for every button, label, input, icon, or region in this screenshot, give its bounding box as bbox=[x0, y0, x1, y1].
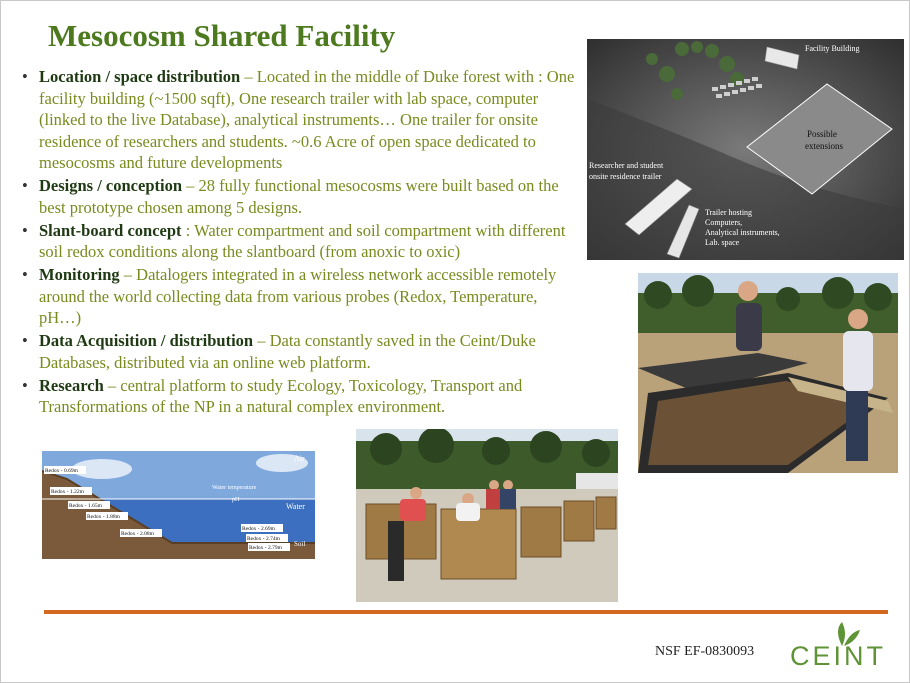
bullet-dot: • bbox=[22, 220, 28, 240]
researchers-tank-photo bbox=[638, 273, 898, 473]
bullet-slantboard: • Slant-board concept : Water compartment and soil compartment with different soil redox conditions along the slantboard (from anoxic to oxic) bbox=[22, 220, 566, 261]
ceint-logo bbox=[790, 620, 890, 672]
redox-label-4: Redox - 2.08m bbox=[121, 531, 154, 537]
bullet-data-acquisition: • Data Acquisition / distribution – Data constantly saved in the Ceint/Duke Databases, distributed via an online web platform. bbox=[22, 331, 536, 372]
facility-building-label: Facility Building bbox=[805, 44, 860, 53]
bullet-designs: • Designs / conception – 28 fully functional mesocosms were built based on the best prototype chosen among 5 designs. bbox=[22, 176, 559, 217]
redox-label-3: Redox - 1.88m bbox=[87, 514, 120, 520]
grant-number: NSF EF-0830093 bbox=[655, 644, 755, 659]
trailer-label-line4: Lab. space bbox=[705, 238, 740, 247]
redox-label-6: Redox - 2.74m bbox=[247, 536, 280, 542]
residence-label-line2: onsite residence trailer bbox=[589, 172, 662, 181]
extensions-label-line1: Possible bbox=[807, 129, 838, 139]
bullet-dot: • bbox=[22, 265, 28, 284]
aerial-site-image bbox=[587, 39, 904, 260]
water-label: Water bbox=[286, 502, 305, 511]
extensions-label-line2: extensions bbox=[805, 141, 843, 151]
air-label: Air bbox=[294, 454, 305, 463]
residence-label-line1: Researcher and student bbox=[589, 161, 664, 170]
bullet-dot: • bbox=[22, 375, 28, 395]
slide-title: Mesocosm Shared Facility bbox=[48, 18, 396, 53]
logo-wordmark: CEINT bbox=[790, 641, 886, 671]
redox-label-2: Redox - 1.65m bbox=[69, 503, 102, 509]
redox-label-1: Redox - 1.22m bbox=[51, 489, 84, 495]
trailer-label-line3: Analytical instruments, bbox=[705, 228, 780, 237]
redox-label-7: Redox - 2.79m bbox=[249, 545, 282, 551]
bullet-monitoring: • Monitoring – Datalogers integrated in a wireless network accessible remotely around the world collecting data from various probes (Redox, Temperature, pH…) bbox=[22, 265, 557, 327]
footer-rule bbox=[44, 610, 888, 614]
bullet-dot: • bbox=[22, 331, 28, 350]
bullet-dot: • bbox=[22, 67, 28, 86]
mesocosm-boxes-photo bbox=[356, 429, 618, 602]
bullet-research: • Research – central platform to study Ecology, Toxicology, Transport and Transformations of the NP in a natural complex environment. bbox=[22, 375, 523, 416]
bullet-dot: • bbox=[22, 176, 28, 195]
bullet-list bbox=[22, 66, 582, 419]
slantboard-diagram bbox=[42, 451, 315, 564]
trailer-label-line1: Trailer hosting bbox=[705, 208, 753, 217]
redox-label-5: Redox - 2.69m bbox=[242, 526, 275, 532]
soil-label: Soil bbox=[294, 540, 306, 548]
water-temperature-label: Water temperature bbox=[212, 485, 257, 491]
trailer-label-line2: Computers, bbox=[705, 218, 743, 227]
ph-label: pH bbox=[232, 497, 240, 503]
redox-label-0: Redox - 0.69m bbox=[45, 468, 78, 474]
bullet-location: • Location / space distribution – Located in the middle of Duke forest with : One facility building (~1500 sqft), One research trailer with lab space, computer (linked to the live Database), analytical instruments… One trailer for onsite residence of researchers and students. ~0.6 Acre of open space dedicated to mesocosms and future developments bbox=[22, 67, 575, 172]
